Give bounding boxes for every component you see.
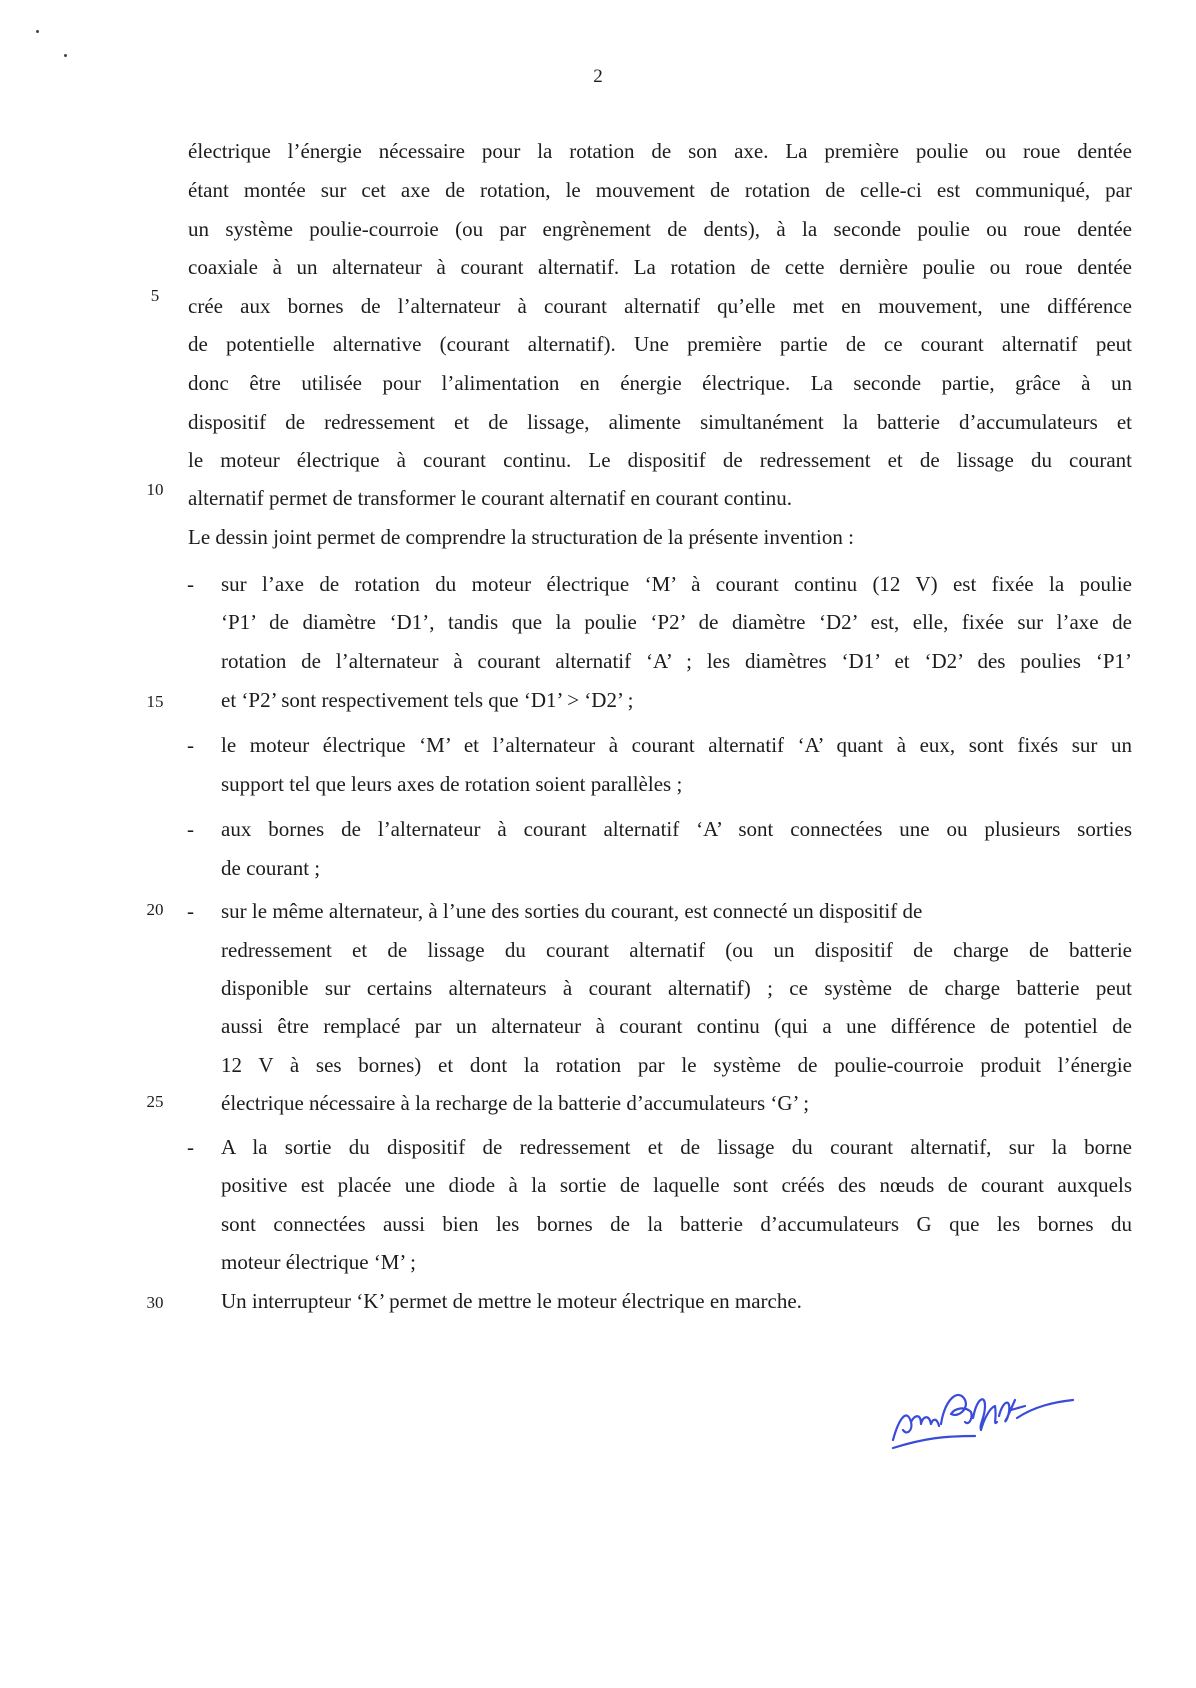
line-number: 30 xyxy=(146,1293,164,1312)
line-number: 20 xyxy=(146,900,164,919)
scan-speck xyxy=(64,54,67,57)
bullet-item-line: aux bornes de l’alternateur à courant alternatif ‘A’ sont connectées une ou plusieurs sorties xyxy=(221,817,1132,841)
body-text-line: le moteur électrique à courant continu. Le dispositif de redressement et de lissage du courant xyxy=(188,448,1132,472)
body-text-line: de potentielle alternative (courant alternatif). Une première partie de ce courant alternatif peut xyxy=(188,332,1132,356)
body-text-line: dispositif de redressement et de lissage, alimente simultanément la batterie d’accumulateurs et xyxy=(188,410,1132,434)
body-text-line: coaxiale à un alternateur à courant alternatif. La rotation de cette dernière poulie ou roue dentée xyxy=(188,255,1132,279)
line-number: 15 xyxy=(146,692,164,711)
body-text-line: électrique nécessaire à la recharge de la batterie d’accumulateurs ‘G’ ; xyxy=(221,1091,810,1115)
body-text-line: support tel que leurs axes de rotation soient parallèles ; xyxy=(221,772,683,796)
body-text-line: donc être utilisée pour l’alimentation en énergie électrique. La seconde partie, grâce à un xyxy=(188,371,1132,395)
scan-speck xyxy=(36,30,39,33)
body-text-line: sont connectées aussi bien les bornes de la batterie d’accumulateurs G que les bornes du xyxy=(221,1212,1132,1236)
bullet-dash: - xyxy=(187,1135,194,1159)
body-text-line: moteur électrique ‘M’ ; xyxy=(221,1250,416,1274)
bullet-dash: - xyxy=(187,572,194,596)
body-text-line: crée aux bornes de l’alternateur à courant alternatif qu’elle met en mouvement, une différence xyxy=(188,294,1132,318)
page-number: 2 xyxy=(593,66,603,87)
bullet-dash: - xyxy=(187,899,194,923)
body-text-line: redressement et de lissage du courant alternatif (ou un dispositif de charge de batterie xyxy=(221,938,1132,962)
body-text-line: 12 V à ses bornes) et dont la rotation par le système de poulie-courroie produit l’énergie xyxy=(221,1053,1132,1077)
bullet-dash: - xyxy=(187,733,194,757)
line-number: 25 xyxy=(146,1092,164,1111)
bullet-item-line: A la sortie du dispositif de redressement et de lissage du courant alternatif, sur la borne xyxy=(221,1135,1132,1159)
body-text-line: disponible sur certains alternateurs à courant alternatif) ; ce système de charge batterie peut xyxy=(221,976,1132,1000)
body-text-line: un système poulie-courroie (ou par engrènement de dents), à la seconde poulie ou roue dentée xyxy=(188,217,1132,241)
bullet-item-line: le moteur électrique ‘M’ et l’alternateur à courant alternatif ‘A’ quant à eux, sont fixés sur un xyxy=(221,733,1132,757)
body-text-line: rotation de l’alternateur à courant alternatif ‘A’ ; les diamètres ‘D1’ et ‘D2’ des poulies ‘P1’ xyxy=(221,649,1132,673)
body-text-line: aussi être remplacé par un alternateur à courant continu (qui a une différence de potentiel de xyxy=(221,1014,1132,1038)
body-text-line: Un interrupteur ‘K’ permet de mettre le moteur électrique en marche. xyxy=(221,1289,802,1313)
line-number: 5 xyxy=(150,286,160,305)
body-text-line: et ‘P2’ sont respectivement tels que ‘D1’ > ‘D2’ ; xyxy=(221,688,634,712)
body-text-line: alternatif permet de transformer le courant alternatif en courant continu. xyxy=(188,486,793,510)
handwritten-signature xyxy=(885,1378,1075,1458)
body-text-line: ‘P1’ de diamètre ‘D1’, tandis que la poulie ‘P2’ de diamètre ‘D2’ est, elle, fixée sur l’axe de xyxy=(221,610,1132,634)
body-text-line: Le dessin joint permet de comprendre la structuration de la présente invention : xyxy=(188,525,854,549)
body-text-line: positive est placée une diode à la sortie de laquelle sont créés des nœuds de courant auxquels xyxy=(221,1173,1132,1197)
line-number: 10 xyxy=(146,480,164,499)
bullet-item-line: sur le même alternateur, à l’une des sorties du courant, est connecté un dispositif de xyxy=(221,899,923,923)
bullet-dash: - xyxy=(187,817,194,841)
body-text-line: de courant ; xyxy=(221,856,321,880)
bullet-item-line: sur l’axe de rotation du moteur électrique ‘M’ à courant continu (12 V) est fixée la poulie xyxy=(221,572,1132,596)
body-text-line: étant montée sur cet axe de rotation, le mouvement de rotation de celle-ci est communiqué, par xyxy=(188,178,1132,202)
body-text-line: électrique l’énergie nécessaire pour la rotation de son axe. La première poulie ou roue dentée xyxy=(188,139,1132,163)
